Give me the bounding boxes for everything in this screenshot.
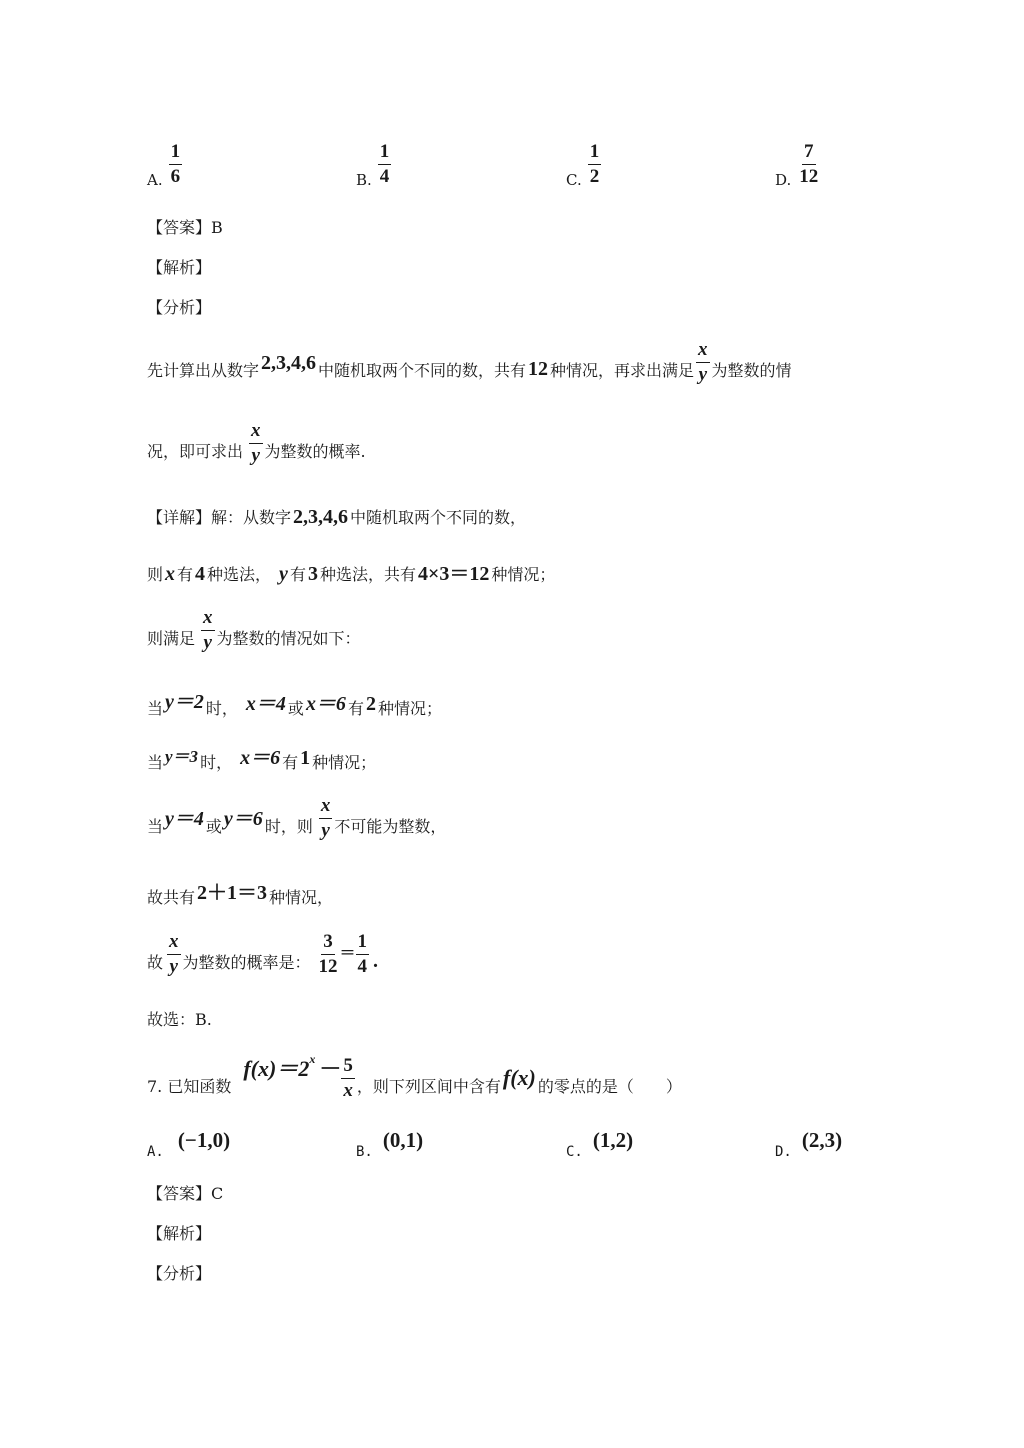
text-run: 或 — [205, 816, 222, 836]
text-run: 时， — [205, 699, 238, 718]
text-run: 为整数的概率. — [264, 441, 366, 461]
fraction-denominator: 12 — [318, 955, 338, 977]
fenxi-tag: 【分析】 — [147, 1264, 212, 1283]
math-number: 12 — [528, 357, 549, 380]
text-run: 时， — [200, 753, 233, 772]
math-number: 2 — [365, 693, 376, 715]
q6-analysis-line — [147, 255, 211, 278]
text-run: 则 — [147, 565, 164, 584]
math-equation: x＝6 — [305, 693, 346, 715]
fraction-numerator: 1 — [356, 932, 370, 955]
math-equals: ＝ — [339, 944, 356, 962]
fraction-denominator: 12 — [799, 165, 819, 187]
text-run: 中随机取两个不同的数， — [350, 508, 527, 527]
fraction-numerator: x — [167, 932, 181, 955]
detail-line-3 — [147, 607, 361, 653]
option-interval: (−1,0) — [177, 1128, 231, 1152]
detail-line-5 — [147, 745, 376, 774]
option-fraction — [378, 142, 392, 187]
option-label: A. — [147, 170, 163, 189]
fraction-denominator: y — [203, 631, 212, 653]
fraction-denominator: 2 — [589, 165, 600, 187]
text-run: 当 — [147, 816, 164, 836]
text-run: 的零点的是（ ） — [537, 1077, 682, 1096]
fraction-numerator: 7 — [802, 142, 816, 165]
function-minus: － — [319, 1056, 342, 1081]
fraction-x-over-y — [201, 608, 215, 653]
question-number-and-text: 7. 已知函数 — [147, 1077, 232, 1096]
fraction-numerator: 1 — [378, 142, 392, 165]
math-equation: x＝4 — [245, 693, 286, 715]
math-equation: y＝6 — [223, 807, 263, 830]
detail-line-6 — [147, 795, 447, 841]
fraction-numerator: x — [696, 340, 710, 363]
answer-value: C — [211, 1184, 224, 1203]
text-run: 种情况； — [312, 753, 377, 772]
math-digits: 2,3,4,6 — [261, 351, 317, 374]
fraction-x-over-y — [319, 796, 333, 841]
probability-fraction-2 — [356, 932, 370, 977]
option-fraction — [797, 142, 820, 187]
fraction-denominator: x — [343, 1080, 353, 1102]
answer-tag: 【答案】 — [147, 218, 212, 237]
math-number: 1 — [300, 747, 311, 769]
function-definition — [243, 1052, 341, 1083]
text-run: 种选法，共有 — [319, 565, 416, 584]
text-run: 为整数的情 — [711, 360, 792, 380]
math-period: . — [373, 949, 379, 972]
detail-line-1 — [147, 505, 526, 529]
fraction-numerator: 1 — [588, 142, 602, 165]
probability-fraction-1 — [317, 932, 340, 977]
fraction-denominator: 4 — [379, 165, 390, 187]
q7-analysis-line — [147, 1221, 211, 1244]
q7-option-c — [566, 1128, 635, 1160]
text-run: ，则下列区间中含有 — [356, 1077, 501, 1096]
q6-option-a — [147, 142, 182, 187]
text-run: 种情况； — [377, 699, 442, 718]
text-run: 当 — [147, 753, 164, 772]
fraction-denominator: y — [169, 955, 178, 977]
fraction-numerator: 1 — [169, 142, 183, 165]
text-run: 为整数的概率是： — [182, 952, 311, 972]
option-label: D. — [775, 170, 792, 189]
text-run: 则满足 — [147, 628, 196, 648]
fraction-numerator: x — [319, 796, 333, 819]
fenxi-paragraph-line-2 — [147, 420, 366, 466]
math-number: 4 — [195, 563, 206, 585]
fraction-x-over-y — [249, 421, 263, 466]
fraction-denominator: y — [321, 819, 330, 841]
q7-option-a — [147, 1128, 232, 1160]
text-run: 时，则 — [264, 816, 313, 836]
text-run: 种情况； — [491, 565, 556, 584]
math-equation: y＝2 — [165, 691, 204, 713]
text-run: 种选法， — [207, 565, 272, 584]
text-run: 当 — [147, 699, 164, 718]
math-var: x — [165, 563, 176, 585]
text-run: 有 — [282, 753, 299, 772]
fenxi-paragraph-line-1 — [147, 339, 792, 385]
text-run: 况，即可求出 — [147, 441, 244, 461]
text-run: 不可能为整数， — [334, 816, 447, 836]
text-run: 有 — [177, 565, 194, 584]
fraction-denominator: y — [251, 444, 260, 466]
option-interval: (1,2) — [592, 1128, 634, 1152]
math-digits: 2,3,4,6 — [293, 506, 349, 528]
q7-fenxi-line — [147, 1261, 211, 1284]
fraction-denominator: 4 — [357, 955, 368, 977]
fraction-denominator: 6 — [170, 165, 181, 187]
q7-option-d — [775, 1128, 844, 1160]
option-label: C. — [566, 170, 582, 189]
answer-value: B — [211, 218, 223, 237]
q6-answer-line — [147, 215, 223, 238]
analysis-tag: 【解析】 — [147, 1224, 212, 1243]
math-equation: 2＋1＝3 — [197, 882, 268, 904]
q6-option-b — [356, 142, 391, 187]
q6-option-d — [775, 142, 820, 187]
text-run: 或 — [287, 699, 304, 718]
text-run: 故选：B. — [147, 1010, 212, 1029]
option-label: A. — [147, 1144, 164, 1160]
option-label: B. — [356, 170, 372, 189]
text-run: 有 — [289, 565, 306, 584]
math-equation: y＝3 — [165, 747, 199, 766]
math-number: 3 — [307, 563, 318, 585]
function-reference: f(x) — [502, 1065, 536, 1090]
q6-option-c — [566, 142, 601, 187]
q7-stem — [147, 1052, 682, 1102]
text-run: 解：从数字 — [211, 508, 292, 527]
fraction-numerator: x — [249, 421, 263, 444]
detail-tag: 【详解】 — [147, 508, 212, 527]
detail-line-2 — [147, 557, 555, 586]
q6-fenxi-line — [147, 295, 211, 318]
text-run: 先计算出从数字 — [147, 360, 260, 380]
function-exponent: x — [309, 1052, 316, 1066]
detail-line-4 — [147, 691, 442, 720]
text-run: 为整数的情况如下： — [216, 628, 361, 648]
function-fraction — [341, 1056, 355, 1101]
option-interval: (2,3) — [801, 1128, 843, 1152]
q7-option-b — [356, 1128, 425, 1160]
fraction-numerator: 5 — [341, 1056, 355, 1079]
text-run: 种情况，再求出满足 — [550, 360, 695, 380]
q7-answer-line — [147, 1181, 223, 1204]
analysis-tag: 【解析】 — [147, 258, 212, 277]
option-label: D. — [775, 1144, 792, 1160]
text-run: 中随机取两个不同的数，共有 — [318, 360, 527, 380]
option-fraction — [588, 142, 602, 187]
fraction-numerator: x — [201, 608, 215, 631]
detail-line-7 — [147, 880, 333, 909]
option-fraction — [169, 142, 183, 187]
fraction-denominator: y — [698, 363, 708, 385]
math-equation: 4×3＝12 — [417, 563, 490, 585]
math-equation: y＝4 — [165, 807, 204, 830]
fraction-numerator: 3 — [321, 932, 335, 955]
option-label: C. — [566, 1144, 583, 1160]
select-line — [147, 1007, 212, 1030]
fraction-x-over-y — [696, 340, 710, 385]
text-run: 故 — [147, 952, 164, 972]
math-var: y — [279, 563, 288, 585]
fraction-x-over-y — [167, 932, 181, 977]
fenxi-tag: 【分析】 — [147, 298, 212, 317]
text-run: 有 — [347, 699, 364, 718]
detail-line-8 — [147, 931, 380, 977]
text-run: 种情况， — [269, 888, 334, 907]
function-lhs: f(x)＝2 — [243, 1056, 310, 1081]
option-label: B. — [356, 1144, 373, 1160]
math-equation: x＝6 — [240, 747, 281, 769]
text-run: 故共有 — [147, 888, 196, 907]
option-interval: (0,1) — [382, 1128, 424, 1152]
answer-tag: 【答案】 — [147, 1184, 212, 1203]
